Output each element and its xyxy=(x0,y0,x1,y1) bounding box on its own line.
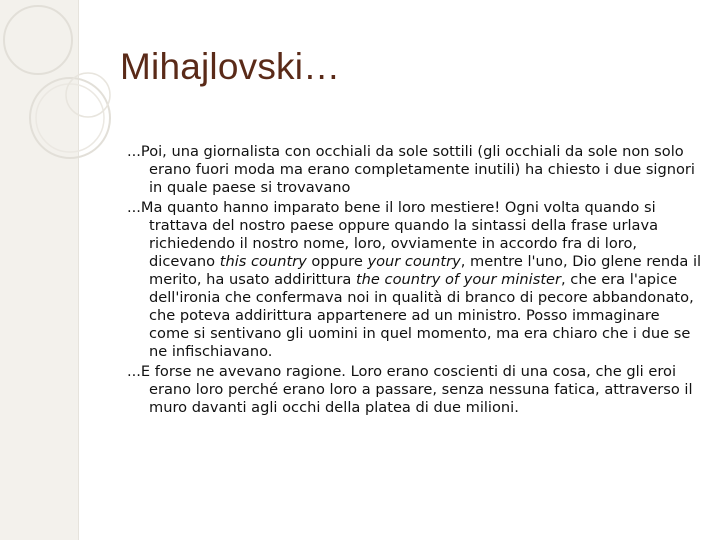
paragraph xyxy=(127,363,702,417)
text-run: oppure xyxy=(306,253,368,270)
slide-body-text xyxy=(127,143,702,419)
italic-text-run: this country xyxy=(219,253,307,270)
text-run: ...Ma quanto hanno imparato bene il loro mestiere! Ogni volta quando si trattava del nostro paese oppure quando la sintassi della frase urlava richiedendo il nostro nome, loro, ovviamente in accordo fra di loro, dicevano xyxy=(127,199,659,270)
italic-text-run: your country xyxy=(367,253,461,270)
paragraph xyxy=(127,199,702,361)
italic-text-run: the country of your minister xyxy=(355,271,562,288)
text-run: ...Poi, una giornalista con occhiali da sole sottili (gli occhiali da sole non solo erano fuori moda ma erano completamente inutili) ha chiesto i due signori in quale paese si trovavano xyxy=(127,143,695,196)
text-run: ...E forse ne avevano ragione. Loro erano coscienti di una cosa, che gli eroi erano loro perché erano loro a passare, senza nessuna fatica, attraverso il muro davanti agli occhi della platea di due milioni. xyxy=(127,363,693,416)
text-run: , che era l'apice dell'ironia che confermava noi in qualità di branco di pecore abbandonato, che poteva addirittura appartenere ad un ministro. Posso immaginare come si sentivano gli uomini in quel momento, ma era chiaro che i due se ne infischiavano. xyxy=(149,271,694,360)
slide-title: Mihajlovski… xyxy=(120,46,341,87)
text-run: , mentre l'uno, Dio glene renda il merito, ha usato addirittura xyxy=(149,253,702,288)
paragraph xyxy=(127,143,702,197)
decorative-rings-graphic xyxy=(0,0,140,170)
